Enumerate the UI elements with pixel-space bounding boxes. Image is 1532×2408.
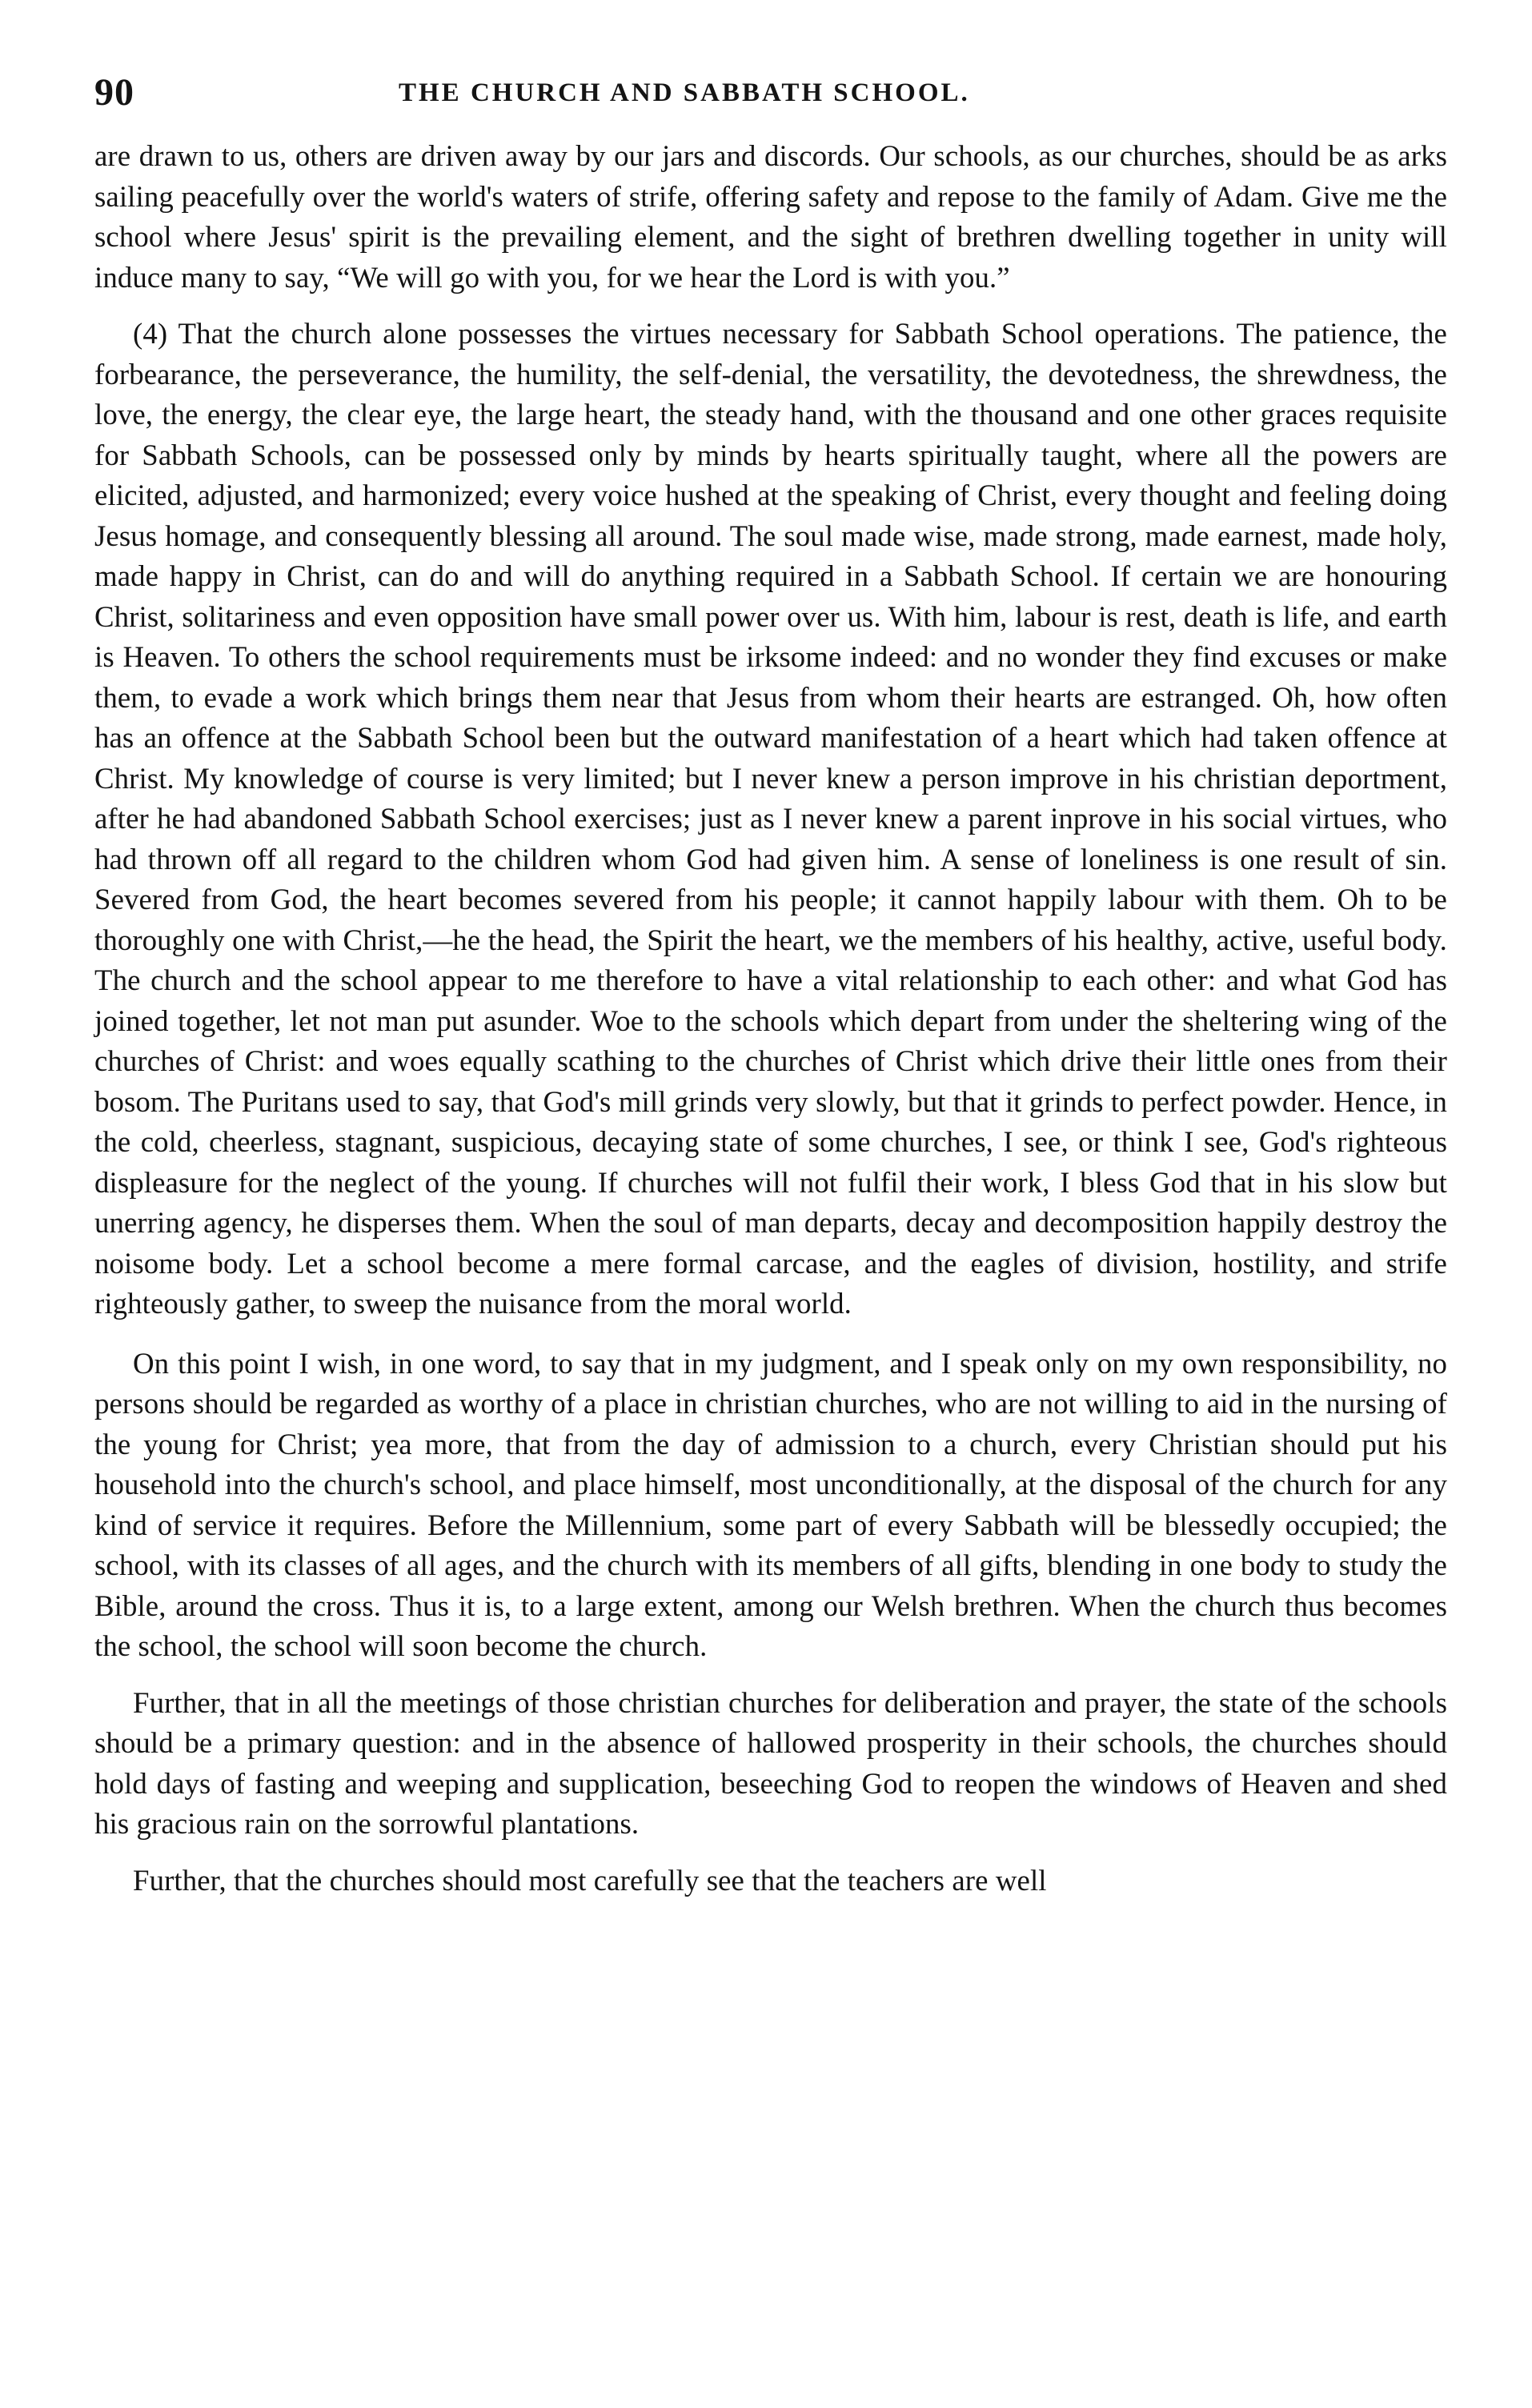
book-page: [94, 70, 1447, 1917]
running-title: THE CHURCH AND SABBATH SCHOOL.: [399, 78, 970, 107]
paragraph-judgment: On this point I wish, in one word, to say that in my judgment, and I speak only on my own responsibility, no persons should be regarded as worthy of a place in christian churches, who are not willing to aid in the nursing of the young for Christ; yea more, that from the day of admission to a church, every Christian should put his household into the church's school, and place himself, most unconditionally, at the disposal of the church for any kind of service it requires. Before the Millennium, some part of every Sabbath will be blessedly occupied; the school, with its classes of all ages, and the church with its members of all gifts, blending in one body to study the Bible, around the cross. Thus it is, to a large extent, among our Welsh brethren. When the church thus becomes the school, the school will soon become the church.: [94, 1346, 1447, 1662]
paragraph-teachers: Further, that the churches should most carefully see that the teachers are well: [133, 1863, 1047, 1897]
paragraph-point-4: (4) That the church alone possesses the virtues necessary for Sabbath School operations. The patience, the forbearance, the perseverance, the humility, the self-denial, the versatility, the devotedness, the shrewdness, the love, the energy, the clear eye, the large heart, the steady hand, with the thousand and one other graces requisite for Sabbath Schools, can be possessed only by minds by hearts spiritually taught, where all the powers are elicited, adjusted, and harmonized; every voice hushed at the speaking of Christ, every thought and feeling doing Jesus homage, and consequently blessing all around. The soul made wise, made strong, made earnest, made holy, made happy in Christ, can do and will do anything required in a Sabbath School. If certain we are honouring Christ, solitariness and even opposition have small power over us. With him, labour is rest, death is life, and earth is Heaven. To others the school requirements must be irksome indeed: and no wonder they find excuses or make them, to evade a work which brings them near that Jesus from whom their hearts are estranged. Oh, how often has an offence at the Sabbath School been but the outward manifestation of a heart which had taken offence at Christ. My knowledge of course is very limited; but I never knew a person improve in his christian deportment, after he had abandoned Sabbath School exercises; just as I never knew a parent inprove in his social virtues, who had thrown off all regard to the children whom God had given him. A sense of loneliness is one result of sin. Severed from God, the heart becomes severed from his people; it cannot happily labour with them. Oh to be thoroughly one with Christ,—he the head, the Spirit the heart, we the members of his healthy, active, useful body. The church and the school appear to me therefore to have a vital relationship to each other: and what God has joined together, let not man put asunder. Woe to the schools which depart from under the sheltering wing of the churches of Christ: and woes equally scathing to the churches of Christ which drive their little ones from their bosom. The Puritans used to say, that God's mill grinds very slowly, but that it grinds to perfect powder. Hence, in the cold, cheerless, stagnant, suspicious, decaying state of some churches, I see, or think I see, God's righteous displeasure for the neglect of the young. If churches will not fulfil their work, I bless God that in his slow but unerring agency, he disperses them. When the soul of man departs, decay and decomposition happily destroy the noisome body. Let a school become a mere formal carcase, and the eagles of division, hostility, and strife righteously gather, to sweep the nuisance from the moral world.: [94, 317, 1447, 1320]
paragraph-meetings: Further, that in all the meetings of those christian churches for deliberation and prayer, the state of the schools should be a primary question: and in the absence of hallowed prosperity in their schools, the churches should hold days of fasting and weeping and supplication, beseeching God to reopen the windows of Heaven and shed his gracious rain on the sorrowful plantations.: [94, 1685, 1447, 1840]
paragraph-continuation: are drawn to us, others are driven away by our jars and discords. Our schools, as our churches, should be as arks sailing peacefully over the world's waters of strife, offering safety and repose to the family of Adam. Give me the school where Jesus' spirit is the prevailing element, and the sight of brethren dwelling together in unity will induce many to say, “We will go with you, for we hear the Lord is with you.”: [94, 139, 1447, 294]
running-header: [94, 70, 1447, 128]
body-text: [94, 136, 1447, 1901]
page-number: 90: [94, 71, 134, 114]
